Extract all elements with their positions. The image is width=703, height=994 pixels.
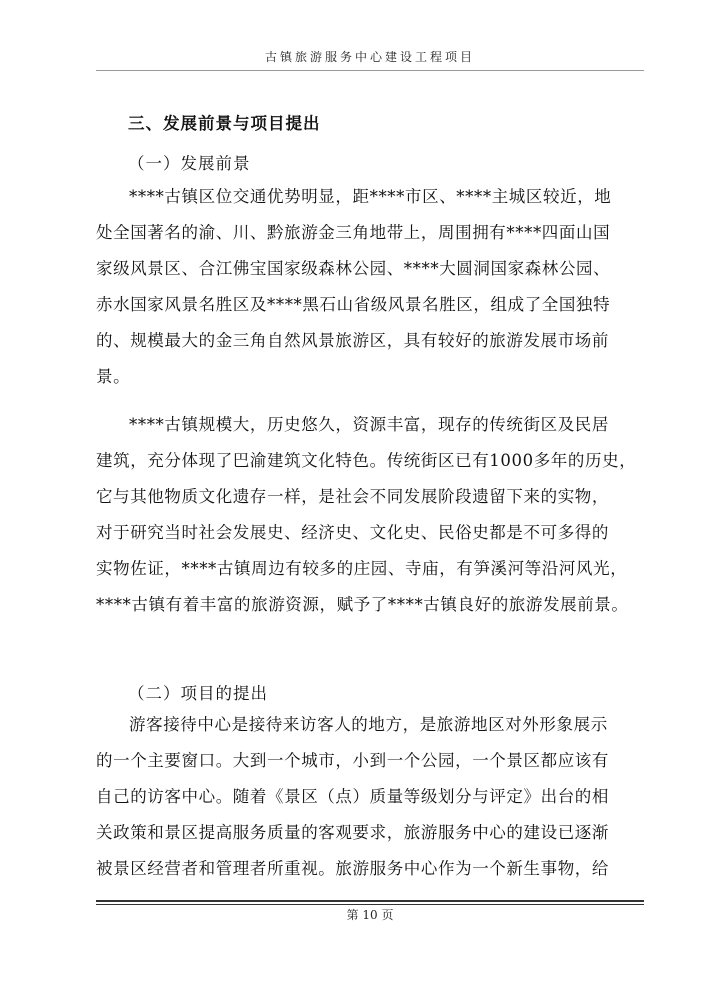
paragraph-line: 对于研究当时社会发展史、经济史、文化史、民俗史都是不可多得的 bbox=[96, 523, 609, 542]
paragraph-line: 家级风景区、合江佛宝国家级森林公园、****大圆洞国家森林公园、 bbox=[96, 259, 611, 278]
footer-divider-thick bbox=[96, 900, 644, 902]
paragraph-line: 自己的访客中心。随着《景区（点）质量等级划分与评定》出台的相 bbox=[96, 787, 609, 806]
paragraph-line: 的、规模最大的金三角自然风景旅游区，具有较好的旅游发展市场前 bbox=[96, 331, 609, 350]
paragraph-line: 赤水国家风景名胜区及****黑石山省级风景名胜区，组成了全国独特 bbox=[96, 295, 611, 314]
page-number: 第 10 页 bbox=[346, 908, 394, 922]
paragraph-line: ****古镇有着丰富的旅游资源，赋予了****古镇良好的旅游发展前景。 bbox=[96, 595, 629, 614]
subsection-title-proposal: （二）项目的提出 bbox=[128, 684, 268, 703]
paragraph-proposal-1 bbox=[96, 707, 656, 887]
paragraph-line: 建筑，充分体现了巴渝建筑文化特色。传统街区已有1000多年的历史， bbox=[96, 451, 637, 470]
paragraph-line: 实物佐证，****古镇周边有较多的庄园、寺庙，有笋溪河等沿河风光， bbox=[96, 559, 628, 578]
subsection-title-prospects: （一）发展前景 bbox=[128, 154, 251, 173]
paragraph-line: 景。 bbox=[96, 367, 131, 386]
paragraph-line: 被景区经营者和管理者所重视。旅游服务中心作为一个新生事物，给 bbox=[96, 859, 609, 878]
section-title: 三、发展前景与项目提出 bbox=[128, 114, 321, 133]
paragraph-line: ****古镇规模大，历史悠久，资源丰富，现存的传统街区及民居 bbox=[129, 415, 609, 434]
header-divider bbox=[96, 70, 644, 71]
paragraph-line: 它与其他物质文化遗存一样，是社会不同发展阶段遗留下来的实物， bbox=[96, 487, 609, 506]
paragraph-line: 游客接待中心是接待来访客人的地方，是旅游地区对外形象展示 bbox=[129, 715, 608, 734]
paragraph-line: 的一个主要窗口。大到一个城市，小到一个公园，一个景区都应该有 bbox=[96, 751, 609, 770]
paragraph-prospects-1 bbox=[96, 179, 656, 395]
paragraph-line: 处全国著名的渝、川、黔旅游金三角地带上，周围拥有****四面山国 bbox=[96, 223, 611, 242]
page-header: 古镇旅游服务中心建设工程项目 bbox=[264, 50, 475, 64]
paragraph-line: 关政策和景区提高服务质量的客观要求，旅游服务中心的建设已逐渐 bbox=[96, 823, 609, 842]
paragraph-line: ****古镇区位交通优势明显，距****市区、****主城区较近，地 bbox=[129, 187, 612, 206]
paragraph-prospects-2 bbox=[96, 407, 656, 623]
footer-divider-thin bbox=[96, 904, 644, 905]
